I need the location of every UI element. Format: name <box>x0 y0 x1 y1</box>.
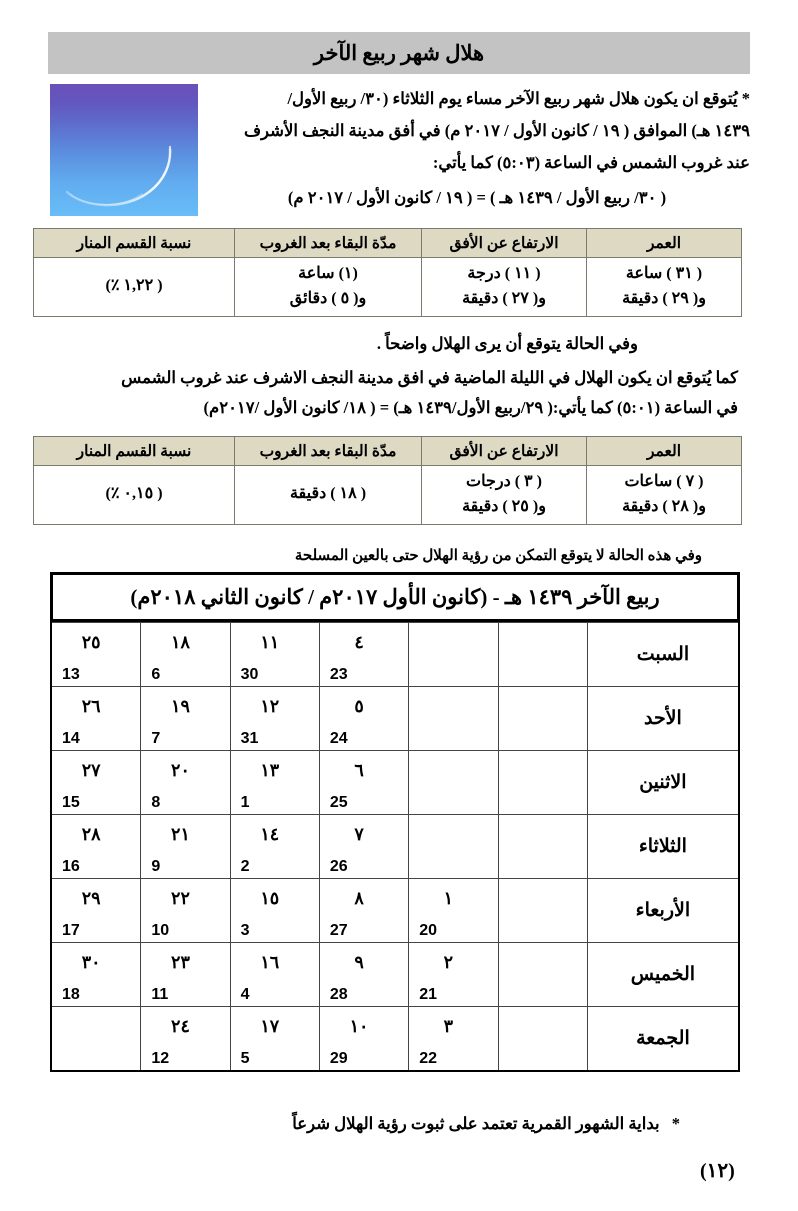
cell-lit <box>34 466 235 525</box>
calendar-gregorian-date: 1 <box>240 794 250 812</box>
calendar-cell[interactable] <box>319 1007 408 1072</box>
calendar-gregorian-date: 10 <box>151 922 170 940</box>
calendar-hijri-date: ١٣ <box>260 759 280 780</box>
calendar-gregorian-date: 4 <box>240 986 250 1004</box>
calendar-hijri-date: ٨ <box>354 887 364 908</box>
calendar-hijri-date: ١٩ <box>171 695 190 716</box>
calendar-hijri-date: ٩ <box>354 951 364 972</box>
calendar-hijri-date: ١١ <box>260 631 280 652</box>
calendar-gregorian-date: 9 <box>151 858 161 876</box>
header-lit: نسبة القسم المنار <box>34 437 235 466</box>
hilal-data-table-second <box>33 436 742 525</box>
calendar-hijri-date: ٢٩ <box>81 887 101 908</box>
calendar-gregorian-date: 3 <box>240 922 250 940</box>
calendar-cell-empty <box>498 879 587 943</box>
calendar-gregorian-date: 31 <box>240 730 259 748</box>
calendar-hijri-date: ٥ <box>354 695 364 716</box>
calendar-hijri-date: ١ <box>443 887 454 908</box>
calendar-hijri-date: ٣٠ <box>81 951 101 972</box>
calendar-day-name: الأحد <box>587 687 739 751</box>
calendar-gregorian-date: 8 <box>151 794 161 812</box>
calendar-day-name: السبت <box>587 623 739 687</box>
calendar-row <box>51 943 739 1007</box>
calendar-cell[interactable] <box>409 879 498 943</box>
calendar-gregorian-date: 15 <box>62 794 80 812</box>
calendar-gregorian-date: 11 <box>151 986 169 1004</box>
calendar-cell-empty <box>498 1007 587 1072</box>
calendar-hijri-date: ٢٢ <box>171 887 190 908</box>
cell-age-line-1: ( ٣١ ) ساعة <box>625 265 703 282</box>
calendar-gregorian-date: 7 <box>151 730 161 748</box>
table-header-row <box>34 437 742 466</box>
calendar-gregorian-date: 2 <box>240 858 250 876</box>
cell-age-line-2: و( ٢٩ ) دقيقة <box>622 289 706 307</box>
calendar-hijri-date: ٢٤ <box>171 1015 190 1036</box>
calendar-cell[interactable] <box>51 751 141 815</box>
calendar-cell[interactable] <box>51 687 141 751</box>
calendar-cell[interactable] <box>51 879 141 943</box>
calendar-cell[interactable] <box>319 751 408 815</box>
calendar-cell[interactable] <box>141 623 230 687</box>
calendar-cell[interactable] <box>141 751 230 815</box>
crescent-moon-image <box>50 84 198 216</box>
calendar-title: ربيع الآخر ١٤٣٩ هـ - (كانون الأول ٢٠١٧م / كانون الثاني ٢٠١٨م) <box>130 584 660 609</box>
calendar-hijri-date: ٢٧ <box>81 759 101 780</box>
hilal-data-table-first <box>33 228 742 317</box>
calendar-cell[interactable] <box>319 623 408 687</box>
calendar-day-name: الأربعاء <box>587 879 739 943</box>
calendar-cell[interactable] <box>409 1007 498 1072</box>
intro-paragraph <box>204 86 750 217</box>
calendar-cell-empty <box>51 1007 141 1072</box>
page-number: (١٢) <box>700 1160 735 1182</box>
calendar-cell[interactable] <box>230 943 319 1007</box>
cell-age-line-1: ( ٧ ) ساعات <box>624 473 704 490</box>
calendar-day-name: الثلاثاء <box>587 815 739 879</box>
calendar-cell[interactable] <box>141 879 230 943</box>
cell-stay <box>235 258 422 317</box>
header-age: العمر <box>587 229 742 258</box>
calendar-day-name: الخميس <box>587 943 739 1007</box>
calendar-hijri-date: ١٥ <box>260 887 280 908</box>
calendar-cell[interactable] <box>230 623 319 687</box>
cell-lit-value: ( ٠,١٥ ٪) <box>105 485 163 503</box>
calendar-gregorian-date: 5 <box>240 1050 250 1068</box>
calendar-cell[interactable] <box>319 943 408 1007</box>
calendar-cell[interactable] <box>141 943 230 1007</box>
cell-lit <box>34 258 235 317</box>
crescent-moon-icon <box>50 84 198 216</box>
calendar-cell[interactable] <box>230 751 319 815</box>
calendar-gregorian-date: 24 <box>329 730 348 748</box>
second-paragraph-line-1: كما يُتوقع ان يكون الهلال في الليلة الماضية في افق مدينة النجف الاشرف عند غروب الشمس <box>121 368 738 387</box>
calendar-cell[interactable] <box>230 687 319 751</box>
calendar-gregorian-date: 20 <box>419 922 437 940</box>
calendar-gregorian-date: 16 <box>62 858 80 876</box>
calendar-hijri-date: ٢١ <box>171 823 190 844</box>
calendar-gregorian-date: 22 <box>419 1050 437 1068</box>
calendar-gregorian-date: 13 <box>62 666 80 684</box>
calendar-gregorian-date: 18 <box>62 986 80 1004</box>
calendar-cell[interactable] <box>230 1007 319 1072</box>
calendar-hijri-date: ١٠ <box>349 1015 369 1036</box>
calendar-hijri-date: ١٦ <box>260 951 280 972</box>
calendar-cell[interactable] <box>319 687 408 751</box>
calendar-gregorian-date: 23 <box>329 666 348 684</box>
calendar-cell-empty <box>409 687 498 751</box>
calendar-hijri-date: ٣ <box>443 1015 454 1036</box>
header-lit: نسبة القسم المنار <box>34 229 235 258</box>
calendar-cell[interactable] <box>230 879 319 943</box>
calendar-cell-empty <box>498 943 587 1007</box>
calendar-hijri-date: ٧ <box>354 823 364 844</box>
calendar-cell-empty <box>498 687 587 751</box>
calendar-cell[interactable] <box>319 815 408 879</box>
calendar-row <box>51 815 739 879</box>
calendar-hijri-date: ٤ <box>354 631 364 652</box>
calendar-cell-empty <box>409 815 498 879</box>
cell-altitude <box>422 258 587 317</box>
cell-altitude-line-2: و( ٢٥ ) دقيقة <box>462 497 546 515</box>
calendar-gregorian-date: 14 <box>62 730 80 748</box>
calendar-gregorian-date: 27 <box>329 922 348 940</box>
calendar-gregorian-date: 21 <box>419 986 437 1004</box>
cell-stay-line-1: (١) ساعة <box>298 265 358 282</box>
calendar-gregorian-date: 28 <box>329 986 348 1004</box>
calendar-row <box>51 687 739 751</box>
intro-date-equation: ( ٣٠/ ربيع الأول / ١٤٣٩ هـ ) = ( ١٩ / كانون الأول / ٢٠١٧ م) <box>287 188 667 208</box>
document-title-bar <box>48 32 750 74</box>
calendar-hijri-date: ٢٦ <box>81 695 101 716</box>
calendar-row <box>51 1007 739 1072</box>
calendar-cell[interactable] <box>51 815 141 879</box>
header-altitude: الارتفاع عن الأفق <box>422 229 587 258</box>
calendar-hijri-date: ٢٣ <box>171 951 190 972</box>
cell-altitude-line-2: و( ٢٧ ) دقيقة <box>462 289 546 307</box>
calendar-hijri-date: ١٢ <box>260 695 280 716</box>
footnote-star-icon: * <box>671 1114 680 1133</box>
calendar-hijri-date: ٢٨ <box>81 823 101 844</box>
intro-line-2: ١٤٣٩ هـ) الموافق ( ١٩ / كانون الأول / ٢٠١٧ م) في أفق مدينة النجف الأشرف <box>243 121 750 141</box>
calendar-hijri-date: ١٤ <box>260 823 280 844</box>
calendar-row <box>51 623 739 687</box>
calendar-day-name: الاثنين <box>587 751 739 815</box>
calendar-cell-empty <box>409 751 498 815</box>
calendar-hijri-date: ٢٥ <box>81 631 101 652</box>
cell-age <box>587 258 742 317</box>
header-altitude: الارتفاع عن الأفق <box>422 437 587 466</box>
footnote <box>292 1114 680 1134</box>
calendar-cell[interactable] <box>51 623 141 687</box>
second-paragraph-line-2: في الساعة (٥:٠١) كما يأتي:( ٢٩/ربيع الأول/١٤٣٩ هـ) = ( ١٨/ كانون الأول /٢٠١٧م) <box>203 397 738 417</box>
cell-stay-line-1: ( ١٨ ) دقيقة <box>289 485 367 503</box>
calendar-gregorian-date: 12 <box>151 1050 170 1068</box>
cell-altitude-line-1: ( ١١ ) درجة <box>467 265 541 282</box>
calendar-hijri-date: ١٨ <box>171 631 190 652</box>
calendar-gregorian-date: 6 <box>151 666 161 684</box>
calendar-cell[interactable] <box>319 879 408 943</box>
footnote-text: بداية الشهور القمرية تعتمد على ثبوت رؤية الهلال شرعاً <box>292 1114 660 1133</box>
monthly-calendar <box>50 572 740 1072</box>
calendar-hijri-date: ٢ <box>443 951 454 972</box>
header-stay: مدّة البقاء بعد الغروب <box>235 229 422 258</box>
calendar-cell-empty <box>498 623 587 687</box>
intro-line-1: * يُتوقع ان يكون هلال شهر ربيع الآخر مساء يوم الثلاثاء (٣٠/ ربيع الأول/ <box>287 89 750 108</box>
table-row <box>34 466 742 525</box>
intro-line-3: عند غروب الشمس في الساعة (٥:٠٣) كما يأتي: <box>432 153 750 173</box>
calendar-gregorian-date: 29 <box>329 1050 348 1068</box>
calendar-cell[interactable] <box>230 815 319 879</box>
calendar-row <box>51 879 739 943</box>
calendar-cell-empty <box>498 751 587 815</box>
calendar-cell-empty <box>498 815 587 879</box>
cell-age <box>587 466 742 525</box>
second-paragraph <box>54 366 738 426</box>
calendar-cell[interactable] <box>51 943 141 1007</box>
cell-age-line-2: و( ٢٨ ) دقيقة <box>622 497 706 515</box>
page-title: هلال شهر ربيع الآخر <box>313 40 485 65</box>
calendar-day-name: الجمعة <box>587 1007 739 1072</box>
calendar-grid <box>50 622 740 1072</box>
calendar-hijri-date: ١٧ <box>260 1015 280 1036</box>
cell-lit-value: ( ١,٢٢ ٪) <box>105 277 163 295</box>
calendar-cell[interactable] <box>409 943 498 1007</box>
header-age: العمر <box>587 437 742 466</box>
calendar-cell-empty <box>409 623 498 687</box>
calendar-cell[interactable] <box>141 687 230 751</box>
calendar-gregorian-date: 30 <box>240 666 259 684</box>
calendar-row <box>51 751 739 815</box>
table-header-row <box>34 229 742 258</box>
cell-altitude-line-1: ( ٣ ) درجات <box>466 473 542 490</box>
calendar-gregorian-date: 17 <box>62 922 80 940</box>
note-after-second-table: وفي هذه الحالة لا يتوقع التمكن من رؤية الهلال حتى بالعين المسلحة <box>294 548 702 564</box>
table-row <box>34 258 742 317</box>
calendar-gregorian-date: 25 <box>329 794 348 812</box>
cell-stay-line-2: و( ٥ ) دقائق <box>289 289 367 307</box>
calendar-cell[interactable] <box>141 815 230 879</box>
cell-altitude <box>422 466 587 525</box>
note-after-first-table: وفي الحالة يتوقع أن يرى الهلال واضحاً . <box>376 334 638 353</box>
calendar-hijri-date: ٢٠ <box>171 759 190 780</box>
cell-stay <box>235 466 422 525</box>
calendar-cell[interactable] <box>141 1007 230 1072</box>
calendar-gregorian-date: 26 <box>329 858 348 876</box>
calendar-hijri-date: ٦ <box>354 759 364 780</box>
calendar-title-box <box>50 572 740 622</box>
header-stay: مدّة البقاء بعد الغروب <box>235 437 422 466</box>
